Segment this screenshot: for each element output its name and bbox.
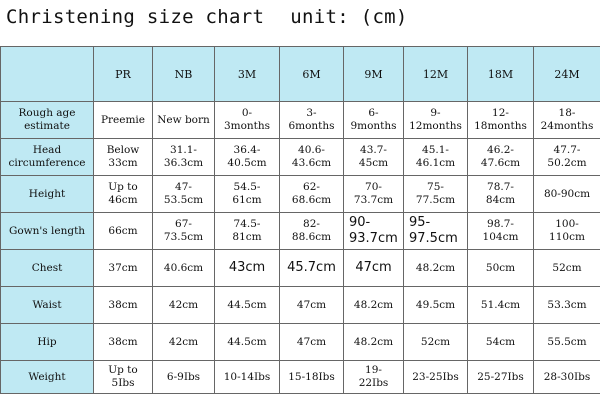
table-cell: 31.1- 36.3cm (153, 139, 215, 176)
table-cell: 18- 24months (534, 102, 600, 139)
table-cell: 47cm (344, 250, 404, 287)
table-cell: Up to 46cm (94, 176, 153, 213)
table-cell: 9- 12months (404, 102, 468, 139)
table-cell: 54.5- 61cm (215, 176, 280, 213)
table-cell: 52cm (534, 250, 600, 287)
table-cell: 52cm (404, 324, 468, 361)
table-cell: 45.1- 46.1cm (404, 139, 468, 176)
table-cell: 6-9Ibs (153, 361, 215, 394)
table-cell: 49.5cm (404, 287, 468, 324)
table-cell: 44.5cm (215, 324, 280, 361)
page-title (6, 6, 408, 28)
table-cell: 48.2cm (344, 324, 404, 361)
table-cell: 66cm (94, 213, 153, 250)
header-corner (1, 47, 94, 102)
table-cell: 45.7cm (280, 250, 344, 287)
table-cell: Preemie (94, 102, 153, 139)
table-cell: 23-25Ibs (404, 361, 468, 394)
table-cell: 47cm (280, 287, 344, 324)
table-cell: 47- 53.5cm (153, 176, 215, 213)
row-label: Rough age estimate (1, 102, 94, 139)
row-label: Height (1, 176, 94, 213)
header-cell: 9M (344, 47, 404, 102)
header-cell: 3M (215, 47, 280, 102)
table-cell: Up to 5Ibs (94, 361, 153, 394)
table-cell: 74.5- 81cm (215, 213, 280, 250)
table-cell: 43cm (215, 250, 280, 287)
header-cell: 6M (280, 47, 344, 102)
table-row (1, 250, 600, 287)
table-cell: 90- 93.7cm (344, 213, 404, 250)
table-cell: 95- 97.5cm (404, 213, 468, 250)
table-cell: 51.4cm (468, 287, 534, 324)
table-cell: 47.7- 50.2cm (534, 139, 600, 176)
table-cell: 70- 73.7cm (344, 176, 404, 213)
table-cell: 43.7- 45cm (344, 139, 404, 176)
table-cell: 82- 88.6cm (280, 213, 344, 250)
unit-label: unit: (cm) (290, 6, 408, 28)
table-cell: 40.6- 43.6cm (280, 139, 344, 176)
table-cell: 54cm (468, 324, 534, 361)
table-cell: 98.7- 104cm (468, 213, 534, 250)
table-body (1, 102, 600, 394)
table-cell: 42cm (153, 287, 215, 324)
table-cell: Below 33cm (94, 139, 153, 176)
table-cell: 44.5cm (215, 287, 280, 324)
table-cell: 12- 18months (468, 102, 534, 139)
table-cell: 78.7- 84cm (468, 176, 534, 213)
row-label: Weight (1, 361, 94, 394)
chart-title: Christening size chart (6, 6, 265, 28)
table-cell: 62- 68.6cm (280, 176, 344, 213)
header-cell: 18M (468, 47, 534, 102)
table-cell: 6- 9months (344, 102, 404, 139)
table-cell: 80-90cm (534, 176, 600, 213)
table-cell: 15-18Ibs (280, 361, 344, 394)
table-cell: 10-14Ibs (215, 361, 280, 394)
table-cell: 40.6cm (153, 250, 215, 287)
table-cell: 42cm (153, 324, 215, 361)
table-cell: 47cm (280, 324, 344, 361)
row-label: Chest (1, 250, 94, 287)
table-cell: 0- 3months (215, 102, 280, 139)
table-row (1, 102, 600, 139)
table-cell: 3- 6months (280, 102, 344, 139)
table-row (1, 361, 600, 394)
table-cell: 46.2- 47.6cm (468, 139, 534, 176)
table-cell: 67- 73.5cm (153, 213, 215, 250)
table-row (1, 324, 600, 361)
table-cell: 48.2cm (404, 250, 468, 287)
table-cell: 38cm (94, 287, 153, 324)
row-label: Waist (1, 287, 94, 324)
table-cell: 19- 22Ibs (344, 361, 404, 394)
table-cell: 100- 110cm (534, 213, 600, 250)
header-cell: NB (153, 47, 215, 102)
table-cell: 25-27Ibs (468, 361, 534, 394)
table-cell: New born (153, 102, 215, 139)
header-row (1, 47, 600, 102)
row-label: Hip (1, 324, 94, 361)
table-row (1, 287, 600, 324)
row-label: Gown's length (1, 213, 94, 250)
table-cell: 28-30Ibs (534, 361, 600, 394)
table-cell: 50cm (468, 250, 534, 287)
table-row (1, 213, 600, 250)
header-cell: PR (94, 47, 153, 102)
table-row (1, 139, 600, 176)
table-cell: 75- 77.5cm (404, 176, 468, 213)
header-cell: 12M (404, 47, 468, 102)
header-cell: 24M (534, 47, 600, 102)
size-chart-table (0, 46, 600, 394)
table-cell: 37cm (94, 250, 153, 287)
table-row (1, 176, 600, 213)
table-cell: 55.5cm (534, 324, 600, 361)
table-cell: 53.3cm (534, 287, 600, 324)
table-cell: 36.4- 40.5cm (215, 139, 280, 176)
table-cell: 38cm (94, 324, 153, 361)
row-label: Head circumference (1, 139, 94, 176)
table-cell: 48.2cm (344, 287, 404, 324)
